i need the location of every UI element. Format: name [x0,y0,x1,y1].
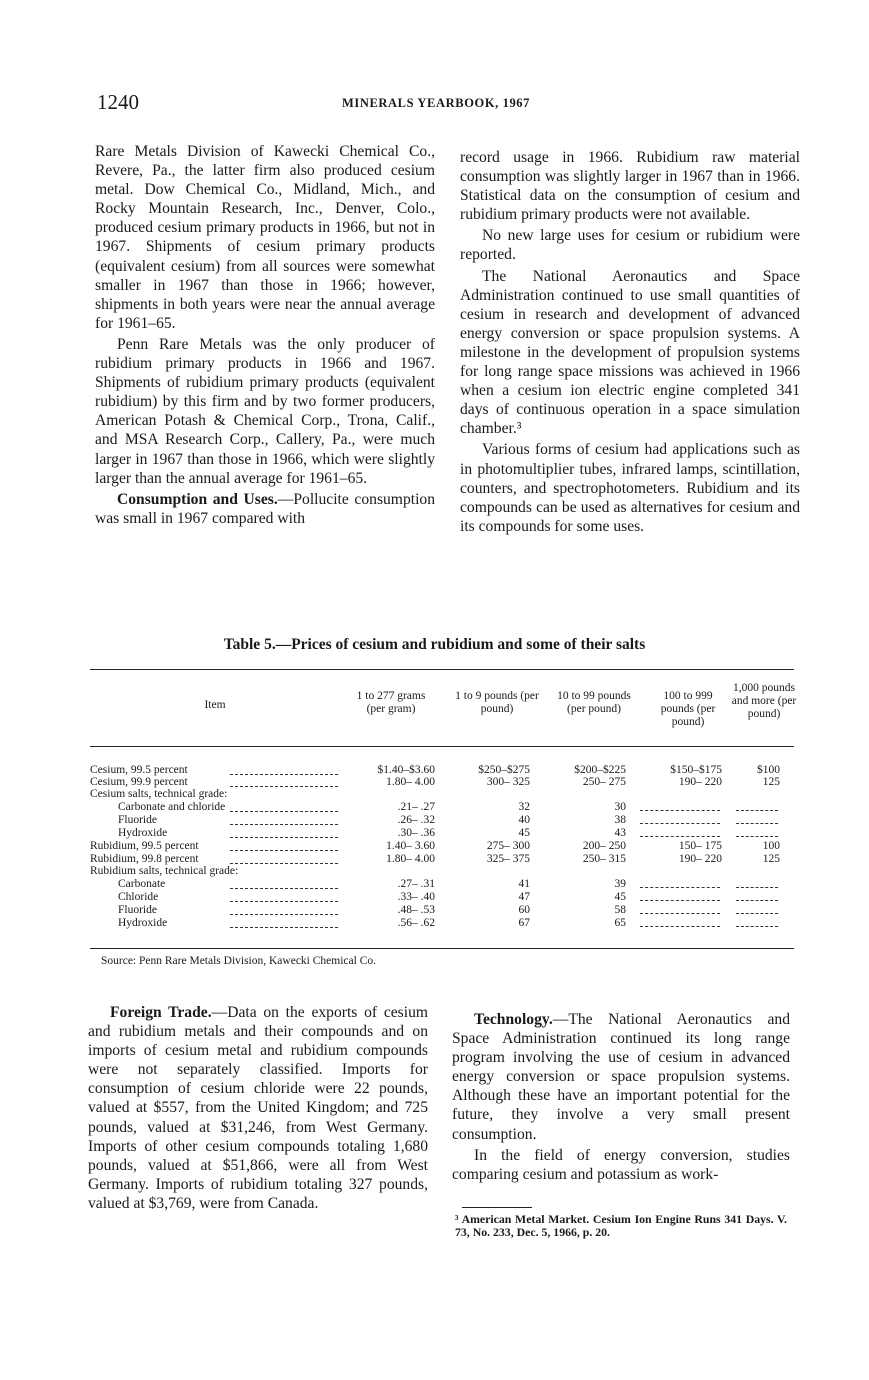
table-cell: 325– 375 [486,853,530,865]
paragraph [452,1010,790,1144]
leader-dots [230,811,338,812]
table-cell: 1.80– 4.00 [386,853,435,865]
paragraph: record usage in 1966. Rubidium raw material consumption was slightly larger in 1967 than in 1966. Statistical data on the consumption of cesium and rubidium primary products were not available. [460,149,800,224]
table-cell: 60 [518,904,530,916]
leader-dots [230,824,338,825]
empty-cell-dashes [736,810,778,811]
table-row-item: Carbonate [118,878,166,890]
table-cell: 45 [614,891,626,903]
technology-heading: Technology. [474,1011,553,1028]
table-cell: 39 [614,878,626,890]
table-cell: 150– 175 [678,840,722,852]
table-row-item: Rubidium, 99.5 percent [90,840,199,852]
paragraph: No new large uses for cesium or rubidium were reported. [460,227,800,264]
technology-text: —The National Aeronautics and Space Administration continued its long range program involving the use of cesium in advanced energy conversion or space propulsion systems. Although these have an important potential for the future, they involve a very small present consumption. [452,1011,790,1143]
top-right-column [460,148,800,536]
paragraph: Various forms of cesium had applications such as in photomultiplier tubes, infrared lamps, scintillation, counters, and spectrophotometers. Rubidium and its compounds can be used as alternatives for cesium and its compounds for some uses. [460,441,800,535]
bottom-right-column [452,1010,790,1184]
table-row-item: Fluoride [118,904,157,916]
table-cell: .26– .32 [397,814,435,826]
table-row-item: Carbonate and chloride [118,801,226,813]
empty-cell-dashes [640,810,720,811]
table-row-item: Rubidium, 99.8 percent [90,853,199,865]
leader-dots [230,850,338,851]
table-cell: .21– .27 [397,801,435,813]
table-row-item: Cesium salts, technical grade: [90,788,228,800]
table-cell: 47 [518,891,530,903]
table-cell: 250– 315 [582,853,626,865]
table-top-rule [90,669,794,670]
table-cell: 43 [614,827,626,839]
table-row-item: Chloride [118,891,159,903]
empty-cell-dashes [640,887,720,888]
table-cell: 67 [518,917,530,929]
table-cell: 41 [518,878,530,890]
leader-dots [230,786,338,787]
running-title: MINERALS YEARBOOK, 1967 [342,96,531,110]
footnote-rule [462,1207,532,1208]
table-cell: .48– .53 [397,904,435,916]
table-cell: .30– .36 [397,827,435,839]
table-cell: 125 [762,776,780,788]
table-row-item: Rubidium salts, technical grade: [90,865,239,877]
paragraph [95,490,435,528]
table-cell: 45 [518,827,530,839]
column-header: Item [204,699,226,711]
table-cell: 200– 250 [582,840,626,852]
table-row-item: Hydroxide [118,827,168,839]
table-cell: 38 [614,814,626,826]
table-cell: 40 [518,814,530,826]
empty-cell-dashes [640,900,720,901]
leader-dots [230,914,338,915]
table-cell: 275– 300 [486,840,530,852]
table-cell: $100 [757,764,780,776]
paragraph: The National Aeronautics and Space Administration continued to use small quantities of cesium in research and development of advanced energy conversion or space propulsion systems. A milestone in the development of propulsion systems for long range space missions was achieved in 1966 when a cesium ion electric engine completed 341 days of continuous operation in a space simulation chamber.³ [460,267,800,438]
table-cell: 125 [762,853,780,865]
table-cell: 32 [518,801,530,813]
table-cell: .27– .31 [397,878,435,890]
foreign-trade-text: —Data on the exports of cesium and rubidium metals and their compounds and on imports of cesium metal and rubidium compounds were not separately classified. Imports for consumption of cesium chloride were 22 pounds, valued at $557, from the United Kingdom; and 725 pounds, valued at $31,246, from West Germany. Imports of other cesium compounds totaling 1,680 pounds, valued at $51,866, were all from West Germany. Imports of rubidium totaling 327 pounds, valued at $3,769, were from Canada. [88,1004,428,1212]
leader-dots [230,927,338,928]
empty-cell-dashes [640,913,720,914]
table-cell: $1.40–$3.60 [377,764,435,776]
table-row-item: Cesium, 99.5 percent [90,764,188,776]
table-cell: 250– 275 [582,776,626,788]
leader-dots [230,774,338,775]
column-header: 10 to 99 pounds (per pound) [557,690,631,715]
paragraph [88,1003,428,1213]
column-header: 1,000 pounds and more (per pound) [731,682,797,720]
column-header: 1 to 277 grams (per gram) [356,690,426,715]
table-row-item: Hydroxide [118,917,168,929]
empty-cell-dashes [640,926,720,927]
table-cell: $200–$225 [574,764,626,776]
table-title: Table 5.—Prices of cesium and rubidium and some of their salts [223,636,646,653]
empty-cell-dashes [736,823,778,824]
foreign-trade-heading: Foreign Trade. [110,1004,212,1021]
table-cell: 58 [614,904,626,916]
leader-dots [230,837,338,838]
table-cell: .56– .62 [397,917,435,929]
table-row-item: Fluoride [118,814,157,826]
empty-cell-dashes [640,836,720,837]
column-header: 1 to 9 pounds (per pound) [455,690,539,715]
page-number: 1240 [97,90,139,114]
empty-cell-dashes [736,887,778,888]
table-cell: $150–$175 [670,764,722,776]
top-left-column [95,142,435,528]
paragraph: In the field of energy conversion, studies comparing cesium and potassium as work- [452,1146,790,1183]
table-cell: 300– 325 [486,776,530,788]
table-cell: 1.40– 3.60 [386,840,435,852]
consumption-heading: Consumption and Uses. [117,490,278,508]
paragraph: Penn Rare Metals was the only producer of rubidium primary products in 1966 and 1967. Shipments of rubidium primary products (equivalent rubidium) by this firm and by two former producers, American Potash & Chemical Corp., Trona, Calif., and MSA Research Corp., Callery, Pa., were much larger in 1967 than those in 1966, which were slightly larger than the annual average for 1961–65. [95,335,435,487]
table-cell: .33– .40 [397,891,435,903]
bottom-left-column [88,1003,428,1213]
table-cell: $250–$275 [478,764,530,776]
table-cell: 190– 220 [678,853,722,865]
table-cell: 65 [614,917,626,929]
leader-dots [230,888,338,889]
table-row-item: Cesium, 99.9 percent [90,776,188,788]
leader-dots [230,901,338,902]
empty-cell-dashes [640,823,720,824]
empty-cell-dashes [736,913,778,914]
table-cell: 190– 220 [678,776,722,788]
table-cell: 1.80– 4.00 [386,776,435,788]
empty-cell-dashes [736,900,778,901]
table-source: Source: Penn Rare Metals Division, Kawecki Chemical Co. [101,955,376,967]
leader-dots [230,863,338,864]
paragraph: Rare Metals Division of Kawecki Chemical Co., Revere, Pa., the latter firm also produced cesium metal. Dow Chemical Co., Midland, Mich., and Rocky Mountain Research, Inc., Denver, Colo., produced cesium primary products in 1966, but not in 1967. Shipments of cesium primary products (equivalent cesium) from all sources were somewhat smaller in 1967 than those in 1966; however, shipments in both years were near the annual average for 1961–65. [95,143,435,332]
table-bottom-rule [90,948,794,949]
column-header: 100 to 999 pounds (per pound) [660,690,716,728]
table-cell: 100 [762,840,780,852]
empty-cell-dashes [736,836,778,837]
table-header-rule [90,746,794,747]
consumption-text: —Pollucite consumption was small in 1967 compared with [95,490,435,527]
empty-cell-dashes [736,926,778,927]
footnote: ³ American Metal Market. Cesium Ion Engine Runs 341 Days. V. 73, No. 233, Dec. 5, 1966, p. 20. [455,1212,787,1240]
table-cell: 30 [614,801,626,813]
